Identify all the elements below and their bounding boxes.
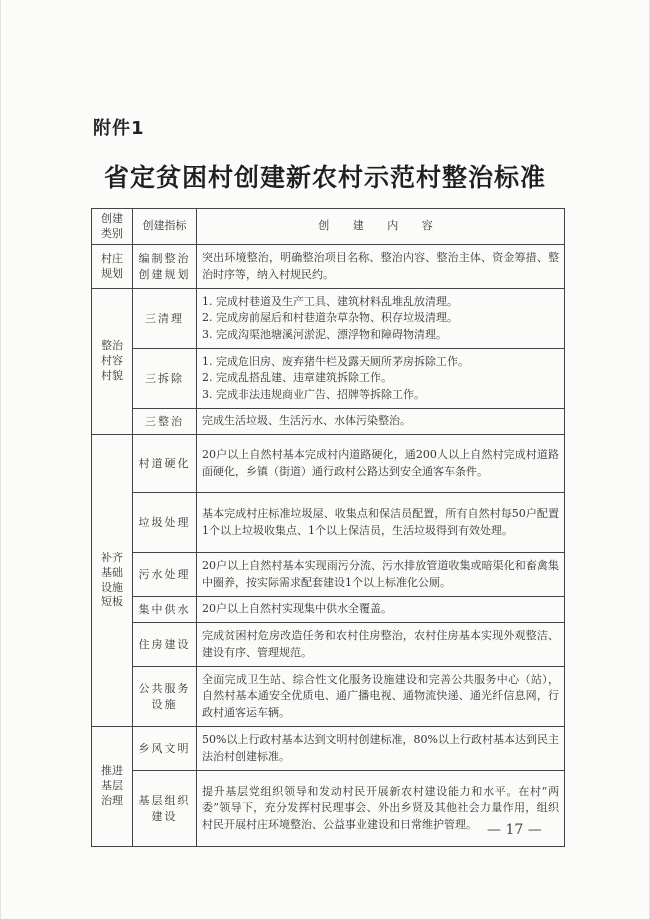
indicator-cell: 基层组织建设 [133, 771, 197, 847]
content-line: 3. 完成非法违规商业广告、招牌等拆除工作。 [202, 387, 425, 401]
content-cell [197, 245, 565, 289]
indicator-cell: 三整治 [133, 409, 197, 435]
table-header-row [92, 209, 565, 245]
category-cell: 整治村容村貌 [92, 289, 133, 435]
indicator-cell: 编制整治创建规划 [133, 245, 197, 289]
content-line: 1. 完成危旧房、废弃猪牛栏及露天厕所茅房拆除工作。 [202, 354, 469, 368]
header-indicator: 创建指标 [133, 209, 197, 245]
attachment-label: 附件1 [93, 118, 145, 139]
indicator-cell: 垃圾处理 [133, 493, 197, 553]
table-row [92, 493, 565, 553]
indicator-cell: 集中供水 [133, 597, 197, 623]
table-row [92, 597, 565, 623]
content-cell [197, 553, 565, 597]
content-cell [197, 435, 565, 493]
content-cell [197, 623, 565, 667]
table-row [92, 435, 565, 493]
table-row [92, 667, 565, 727]
table-row [92, 245, 565, 289]
content-line: 完成生活垃圾、生活污水、水体污染整治。 [202, 414, 411, 428]
category-cell: 补齐基础设施短板 [92, 435, 133, 727]
indicator-cell: 村道硬化 [133, 435, 197, 493]
header-content: 创 建 内 容 [197, 209, 565, 245]
standards-table [91, 208, 565, 847]
indicator-cell: 住房建设 [133, 623, 197, 667]
document-title: 省定贫困村创建新农村示范村整治标准 [103, 163, 546, 192]
indicator-cell: 公共服务设施 [133, 667, 197, 727]
indicator-cell: 乡风文明 [133, 727, 197, 771]
content-line: 2. 完成房前屋后和村巷道杂草杂物、积存垃圾清理。 [202, 311, 458, 325]
table-row [92, 623, 565, 667]
header-category: 创建类别 [92, 209, 133, 245]
content-line: 20户以上自然村基本实现雨污分流、污水排放管道收集或暗渠化和畜禽集中圈养，按实际需求配套建设1个以上标准化公厕。 [202, 559, 559, 589]
content-line: 3. 完成沟渠池塘溪河淤泥、漂浮物和障碍物清理。 [202, 327, 447, 341]
content-cell [197, 727, 565, 771]
content-line: 20户以上自然村实现集中供水全覆盖。 [202, 602, 392, 616]
content-line: 1. 完成村巷道及生产工具、建筑材料乱堆乱放清理。 [202, 294, 458, 308]
table-row [92, 727, 565, 771]
content-line: 提升基层党组织领导和发动村民开展新农村建设能力和水平。在村“两委”领导下，充分发挥村民理事会、外出乡贤及其他社会力量作用，组织村民开展村庄环境整治、公益事业建设和日常维护管理。 [202, 784, 559, 831]
content-cell [197, 349, 565, 409]
content-line: 20户以上自然村基本完成村内道路硬化，通200人以上自然村完成村道路面硬化，乡镇（街道）通行政村公路达到安全通客车条件。 [202, 448, 559, 478]
indicator-cell: 污水处理 [133, 553, 197, 597]
indicator-cell: 三清理 [133, 289, 197, 349]
indicator-cell: 三拆除 [133, 349, 197, 409]
table-row [92, 349, 565, 409]
table-row [92, 409, 565, 435]
content-line: 50%以上行政村基本达到文明村创建标准，80%以上行政村基本达到民主法治村创建标准。 [202, 733, 559, 763]
page-number: — 17 — [487, 822, 542, 838]
content-line: 基本完成村庄标准垃圾屋、收集点和保洁员配置，所有自然村每50户配置1个以上垃圾收集点、1个以上保洁员，生活垃圾得到有效处理。 [202, 507, 559, 537]
table-row [92, 553, 565, 597]
content-line: 全面完成卫生站、综合性文化服务设施建设和完善公共服务中心（站），自然村基本通安全优质电、通广播电视、通物流快递、通光纤信息网，行政村通客运车辆。 [202, 672, 559, 719]
content-cell [197, 667, 565, 727]
content-cell [197, 597, 565, 623]
content-cell [197, 289, 565, 349]
table-row [92, 289, 565, 349]
content-line: 2. 完成乱搭乱建、违章建筑拆除工作。 [202, 371, 392, 385]
content-line: 完成贫困村危房改造任务和农村住房整治，农村住房基本实现外观整洁、建设有序、管理规范。 [202, 629, 559, 659]
category-cell: 推进基层治理 [92, 727, 133, 847]
category-cell: 村庄规划 [92, 245, 133, 289]
content-cell [197, 493, 565, 553]
content-line: 突出环境整治，明确整治项目名称、整治内容、整治主体、资金筹措、整治时序等，纳入村规民约。 [202, 251, 559, 281]
content-cell [197, 409, 565, 435]
